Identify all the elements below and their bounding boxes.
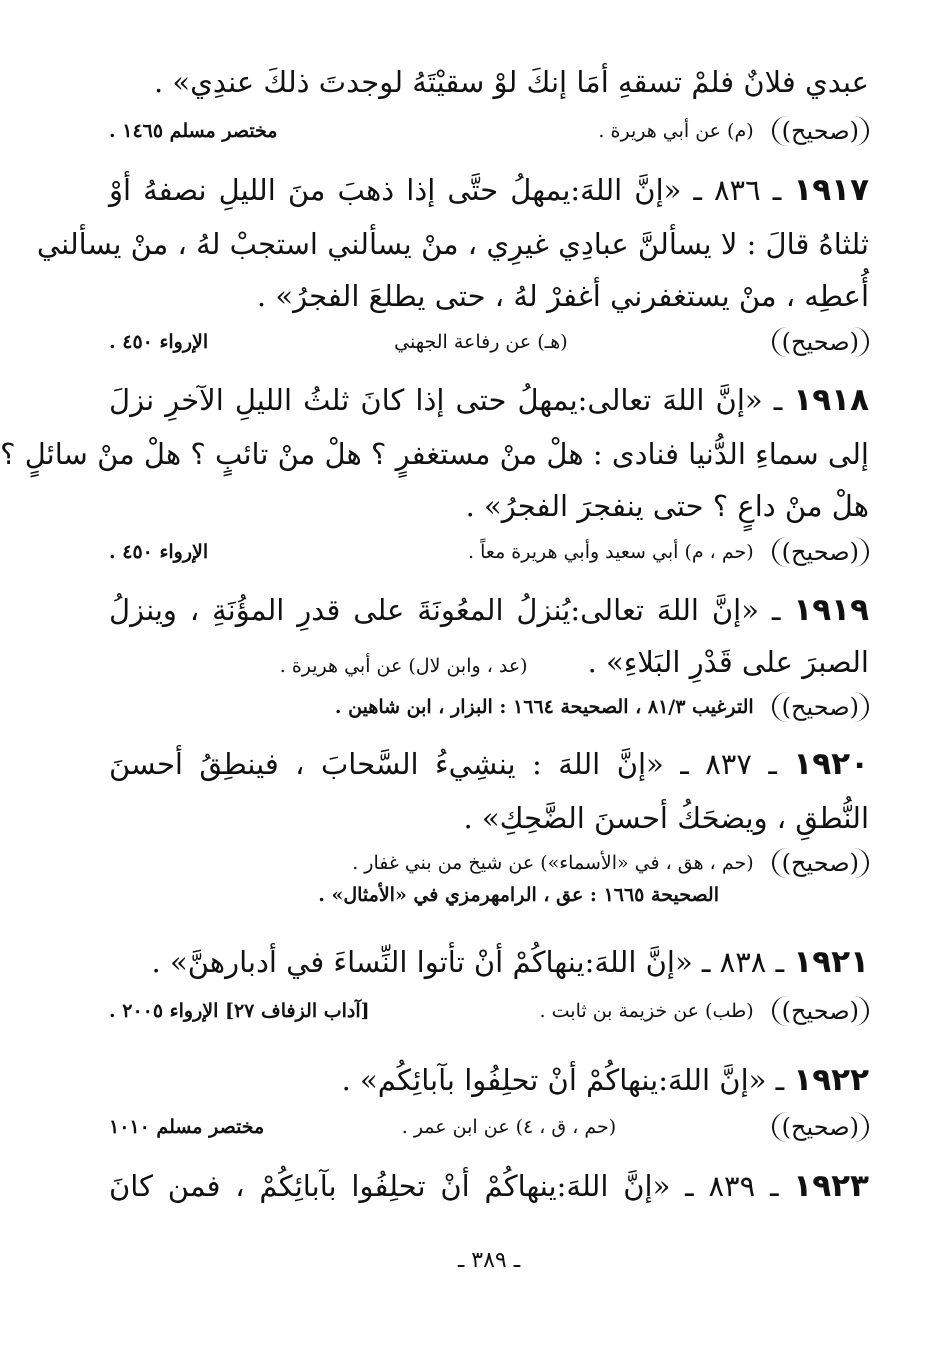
hadith-number: ١٩٢٢ <box>793 1062 869 1098</box>
hadith-number: ١٩٢٠ <box>793 746 869 782</box>
source-text: (م) عن أبي هريرة . <box>598 120 754 142</box>
source-text: (حم ، ق ، ٤) عن ابن عمر . <box>401 1116 617 1138</box>
grade-label: (صحيح) <box>772 692 869 722</box>
text-line: عبدي فلانٌ فلمْ تسقهِ أمَا إنكَ لوْ سقيْتَهُ لوجدتَ ذلكَ عندِي» . <box>154 65 869 99</box>
hadith-1917-line-1 <box>109 168 869 212</box>
grading-line <box>109 1110 869 1144</box>
source-text: (طب) عن خزيمة بن ثابت . <box>539 1000 754 1022</box>
hadith-number: ١٩٢١ <box>793 944 869 980</box>
hadith-number: ١٩١٧ <box>793 172 869 208</box>
reference-text: مختصر مسلم ١٠١٠ <box>108 1116 265 1138</box>
grade-label: (صحيح) <box>772 996 869 1026</box>
reference-text: الإرواء ٤٥٠ . <box>109 331 209 353</box>
hadith-1919-line-1 <box>109 588 869 632</box>
hadith-1918-line-2: إلى سماءِ الدُّنيا فنادى : هلْ منْ مستغفرٍ ؟ هلْ منْ تائبٍ ؟ هلْ منْ سائلٍ ؟ <box>0 437 869 471</box>
reference-text: الصحيحة ١٦٦٥ : عق ، الرامهرمزي في «الأمثال» . <box>318 884 719 906</box>
source-text: (عد ، وابن لال) عن أبي هريرة . <box>279 655 528 677</box>
source-text: (حم ، هق ، في «الأسماء») عن شيخ من بني غفار . <box>352 852 754 874</box>
grading-line <box>109 325 869 359</box>
source-text: (حم ، م) أبي سعيد وأبي هريرة معاً . <box>468 541 754 563</box>
hadith-1917-line-2: ثلثاهُ قالَ : لا يسألنَّ عبادِي غيرِي ، منْ يسألني استجبْ لهُ ، منْ يسألني <box>36 227 869 261</box>
hadith-1918-line-1 <box>109 378 869 422</box>
hadith-text: ـ ٨٣٧ ـ «إنَّ اللهَ : ينشِيءُ السَّحابَ ، فينطِقُ أحسنَ <box>109 747 794 781</box>
hadith-1921-line-1 <box>109 940 869 984</box>
hadith-number: ١٩٢٣ <box>793 1168 869 1204</box>
hadith-1919-line-2 <box>109 640 869 688</box>
hadith-text: ـ ٨٣٦ ـ «إنَّ اللهَ:يمهلُ حتَّى إذا ذهبَ منَ الليلِ نصفهُ أوْ <box>109 173 794 207</box>
reference-text: الإرواء ٤٥٠ . <box>109 541 209 563</box>
hadith-1917-line-3: أُعطِه ، منْ يستغفرني أغفرْ لهُ ، حتى يطلعَ الفجرُ» . <box>256 279 869 313</box>
reference-text: مختصر مسلم ١٤٦٥ . <box>109 120 278 142</box>
hadith-number: ١٩١٨ <box>793 382 869 418</box>
hadith-text: ـ ٨٣٨ ـ «إنَّ اللهَ:ينهاكُمْ أنْ تأتوا النِّساءَ في أدبارهنَّ» . <box>151 945 794 979</box>
hadith-text: ـ ٨٣٩ ـ «إنَّ اللهَ:ينهاكُمْ أنْ تحلِفُوا بآبائِكُمْ ، فمن كانَ <box>109 1169 794 1203</box>
grading-line <box>109 994 869 1028</box>
grading-line <box>109 846 869 880</box>
source-text: (هـ) عن رفاعة الجهني <box>394 331 568 353</box>
page-number: ـ ٣٨٩ ـ <box>457 1248 521 1273</box>
grading-line <box>109 535 869 569</box>
grade-label: (صحيح) <box>772 537 869 567</box>
hadith-number: ١٩١٩ <box>793 592 869 628</box>
grading-line <box>109 690 869 724</box>
hadith-1922-line-1 <box>109 1058 869 1102</box>
hadith-1923-line-1 <box>109 1164 869 1208</box>
hadith-1920-line-2: النُّطقِ ، ويضحَكُ أحسنَ الضَّحِكِ» . <box>463 801 869 835</box>
hadith-text: الصبرَ على قَدْرِ البَلاءِ» . <box>587 645 869 679</box>
reference-text: [آداب الزفاف ٢٧] الإرواء ٢٠٠٥ . <box>109 1000 370 1022</box>
hadith-text: ـ «إنَّ اللهَ:ينهاكُمْ أنْ تحلِفُوا بآبائِكُم» . <box>341 1063 794 1097</box>
hadith-1920-line-1 <box>109 742 869 786</box>
grading-line <box>109 114 869 148</box>
grade-label: (صحيح) <box>772 116 869 146</box>
grade-label: (صحيح) <box>772 848 869 878</box>
grade-label: (صحيح) <box>772 1112 869 1142</box>
reference-text: الترغيب ٨١/٣ ، الصحيحة ١٦٦٤ : البزار ، ابن شاهين . <box>334 696 754 718</box>
hadith-1918-line-3: هلْ منْ داعٍ ؟ حتى ينفجرَ الفجرُ» . <box>465 489 869 523</box>
hadith-text: ـ «إنَّ اللهَ تعالى:يُنزلُ المعُونَةَ على قدرِ المؤُنَةِ ، وينزلُ <box>109 593 794 627</box>
hadith-text: ـ «إنَّ اللهَ تعالى:يمهلُ حتى إذا كانَ ثلثُ الليلِ الآخرِ نزلَ <box>109 383 794 417</box>
grade-label: (صحيح) <box>772 327 869 357</box>
